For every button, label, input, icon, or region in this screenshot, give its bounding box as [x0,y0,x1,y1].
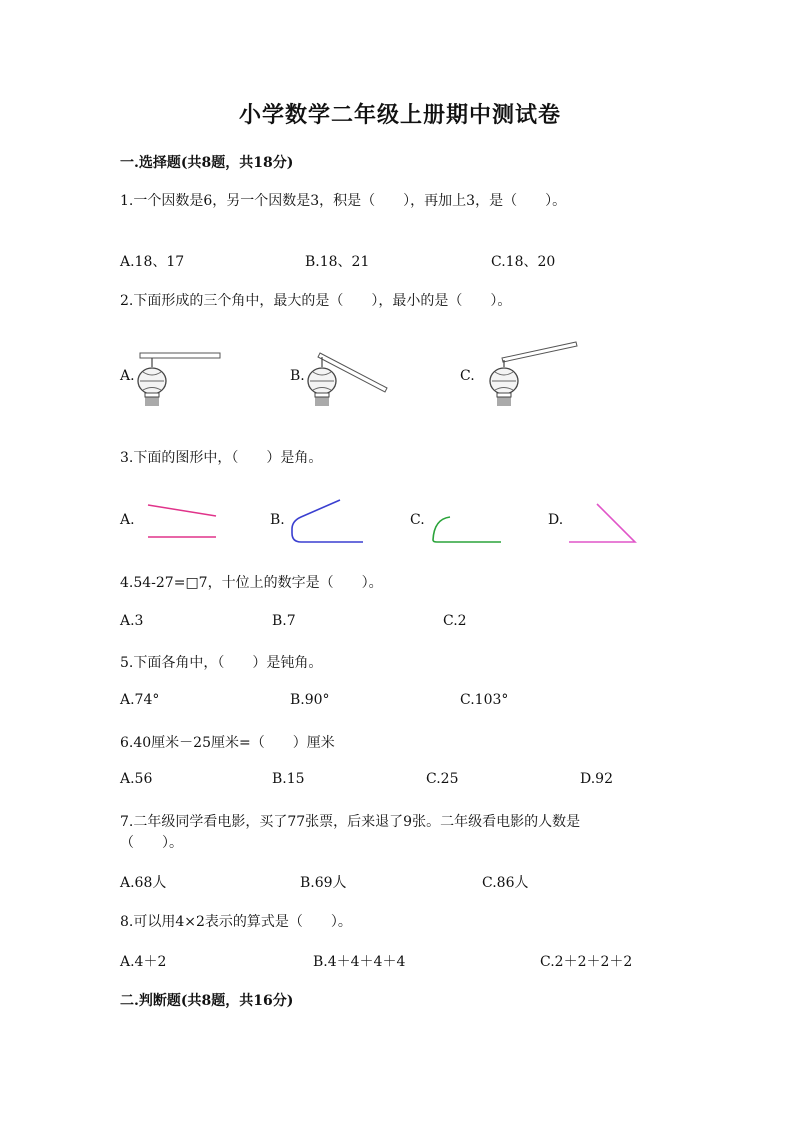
figure-c-arc-line [425,495,515,550]
q3-option-c: C. [410,512,425,528]
section-heading-choice: 一.选择题(共8题，共18分) [120,155,294,171]
figure-d-angle [565,495,655,550]
q7-option-c: C.86人 [482,875,529,891]
section-heading-judgement: 二.判断题(共8题，共16分) [120,993,294,1009]
q1-option-a: A.18、17 [120,254,185,270]
q2-option-a: A. [120,368,135,384]
q5-option-c: C.103° [460,692,509,708]
q8-option-c: C.2＋2＋2＋2 [540,954,633,970]
question-8: 8.可以用4×2表示的算式是（ ）。 [120,914,352,930]
q2-option-b: B. [290,368,305,384]
q1-option-c: C.18、20 [491,254,556,270]
q4-option-a: A.3 [120,613,144,629]
figure-b-curved-angle [285,495,375,550]
page-title: 小学数学二年级上册期中测试卷 [238,102,561,128]
lantern-figure-a [135,345,225,410]
q4-option-c: C.2 [443,613,467,629]
q8-option-b: B.4＋4＋4＋4 [313,954,406,970]
question-4: 4.54-27=□7，十位上的数字是（ ）。 [120,575,383,591]
question-3: 3.下面的图形中，（ ）是角。 [120,450,323,466]
q2-option-c: C. [460,368,475,384]
lantern-figure-c [490,340,585,410]
q6-option-a: A.56 [120,771,153,787]
question-5: 5.下面各角中，（ ）是钝角。 [120,655,323,671]
q3-option-a: A. [120,512,135,528]
question-1: 1.一个因数是6，另一个因数是3，积是（ ），再加上3，是（ ）。 [120,193,567,209]
q7-option-b: B.69人 [300,875,347,891]
q5-option-a: A.74° [120,692,160,708]
figure-a-two-lines [140,495,230,550]
q3-option-b: B. [270,512,285,528]
q6-option-b: B.15 [272,771,305,787]
q7-option-a: A.68人 [120,875,167,891]
q8-option-a: A.4＋2 [120,954,167,970]
q1-option-b: B.18、21 [305,254,370,270]
question-7-line-1: 7.二年级同学看电影，买了77张票，后来退了9张。二年级看电影的人数是 [120,814,581,830]
lantern-figure-b [305,345,395,410]
q6-option-d: D.92 [580,771,613,787]
q4-option-b: B.7 [272,613,296,629]
question-7-line-2: （ ）。 [120,835,183,851]
question-6: 6.40厘米－25厘米=（ ）厘米 [120,735,335,751]
q3-option-d: D. [548,512,564,528]
q6-option-c: C.25 [426,771,459,787]
q5-option-b: B.90° [290,692,330,708]
question-2: 2.下面形成的三个角中，最大的是（ ），最小的是（ ）。 [120,293,512,309]
